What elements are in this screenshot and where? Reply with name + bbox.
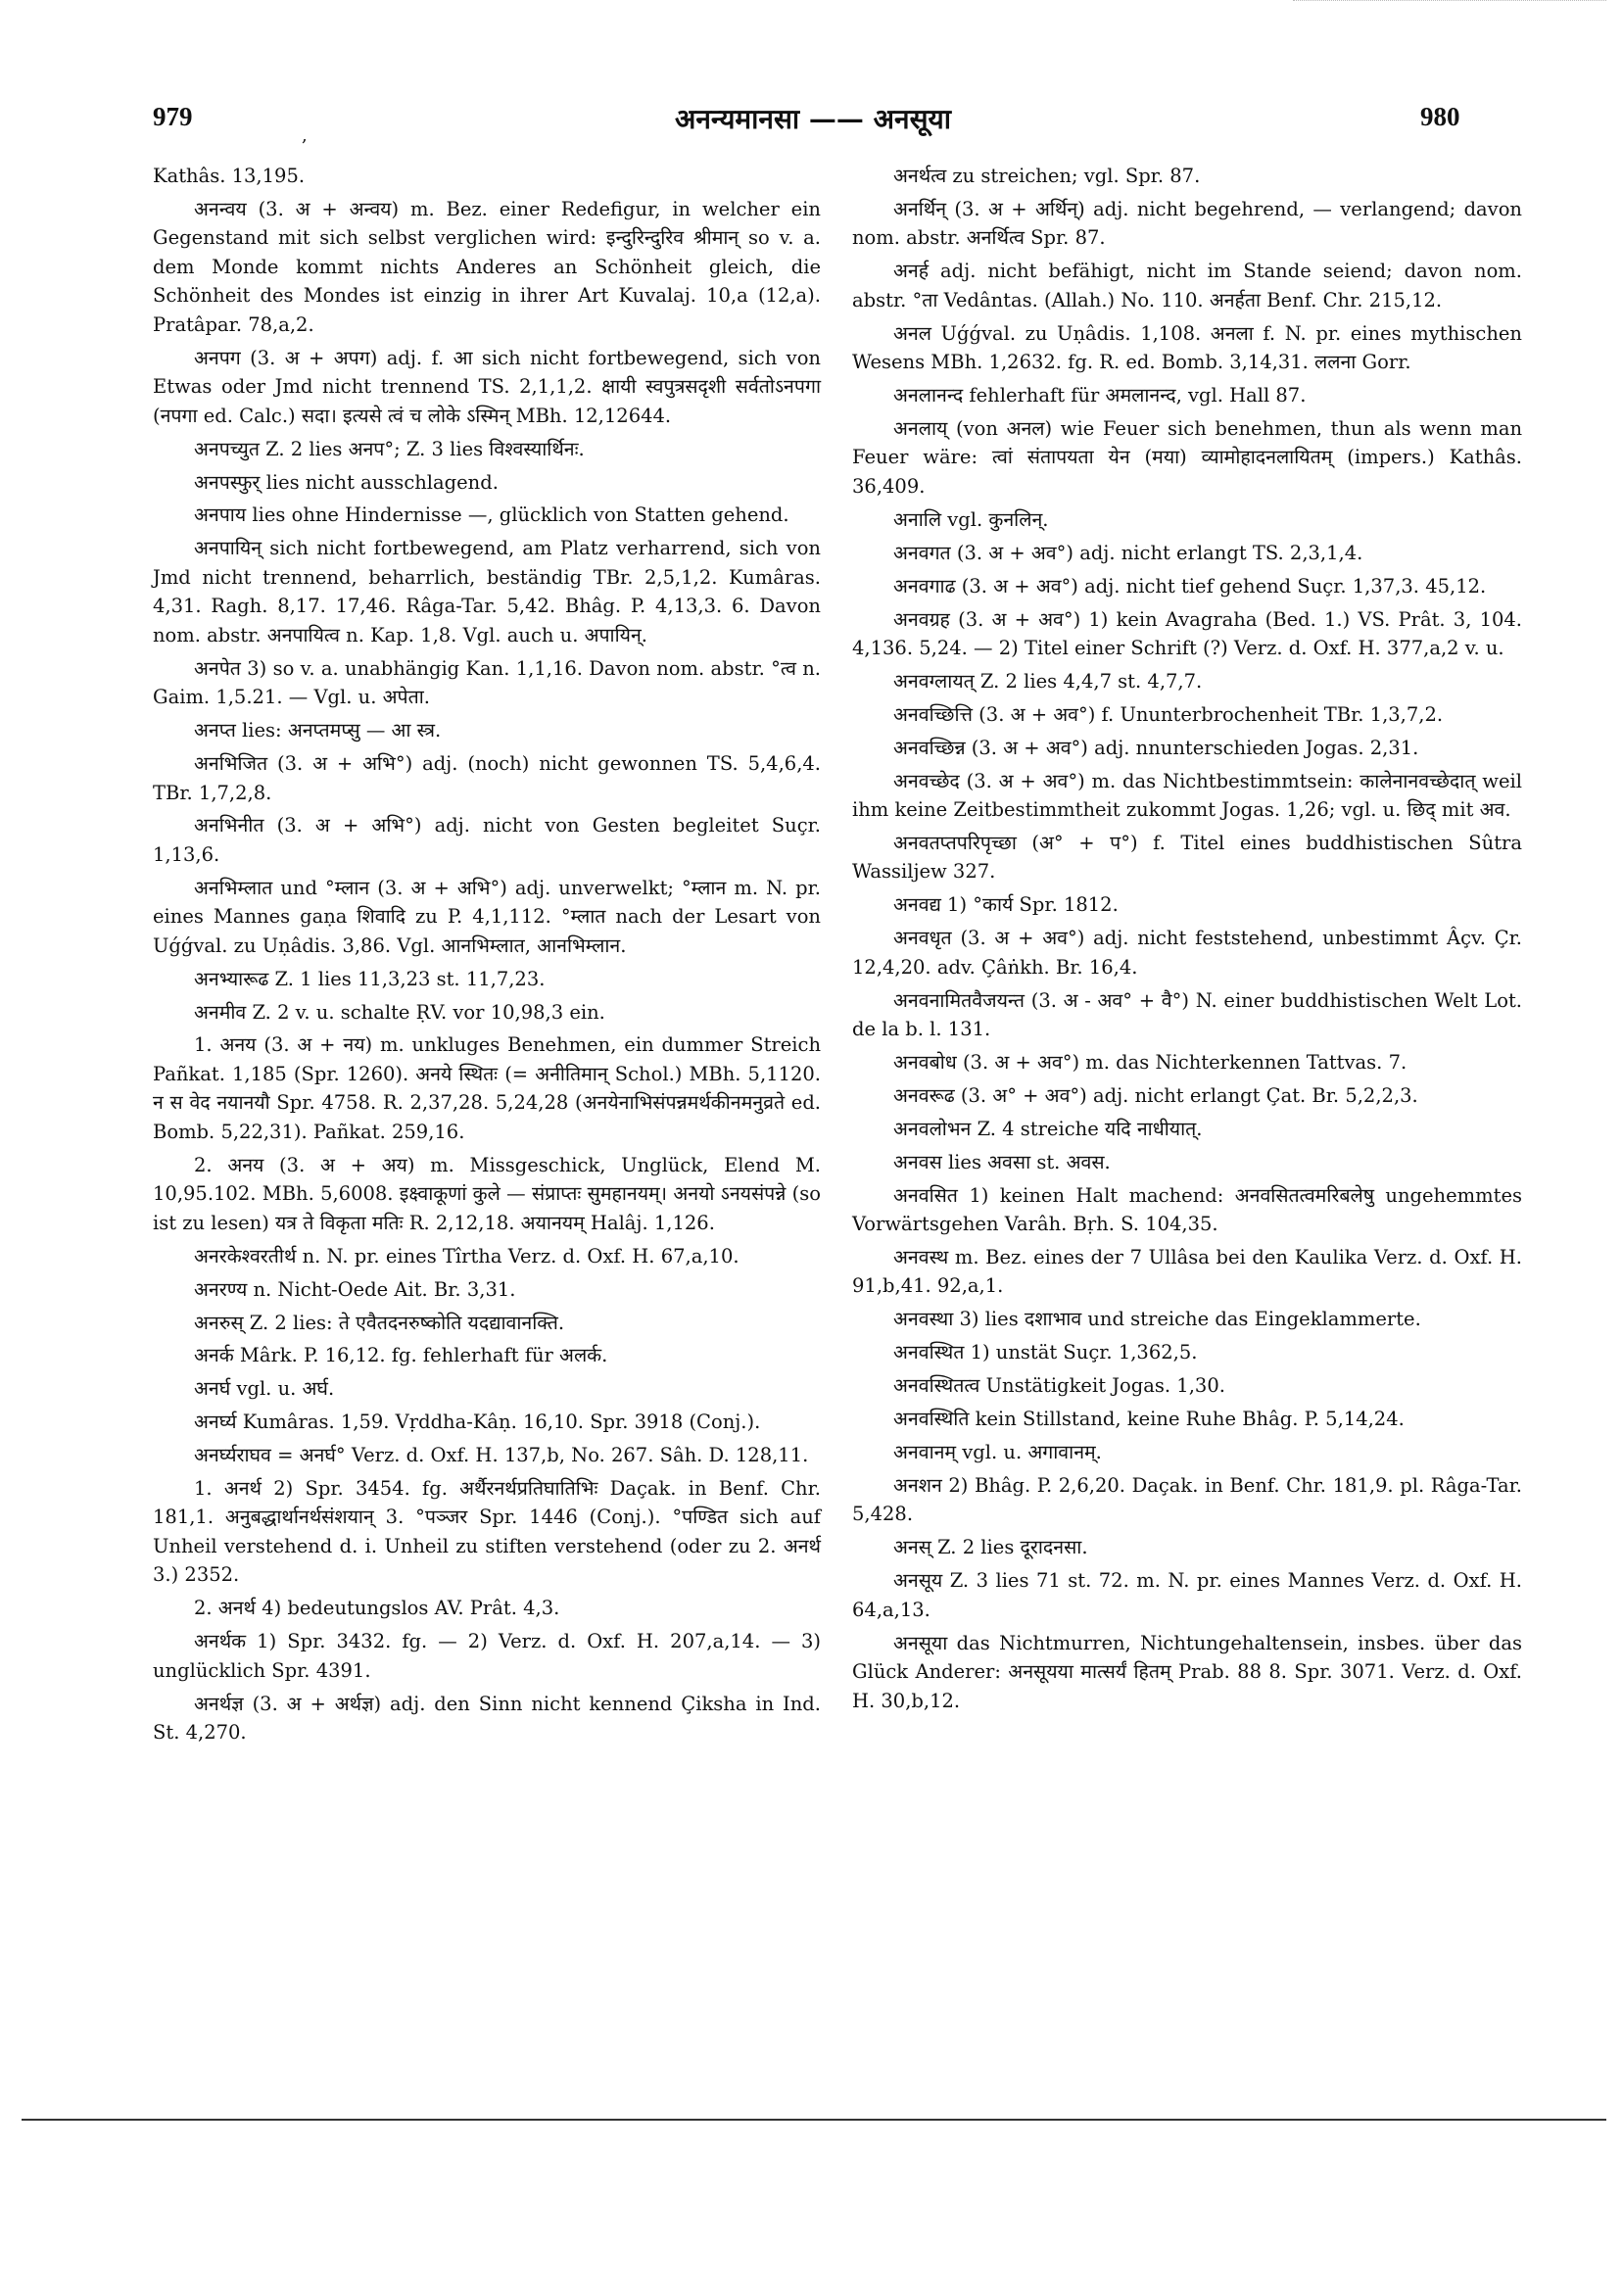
right-column [852,162,1522,1719]
dictionary-entry: 2. अनय (3. अ + अय) m. Missgeschick, Unglück, Elend M. 10,95.102. MBh. 5,6008. इक्ष्वाकूणां कुले — संप्राप्तः सुमहानयम्। अनयो ऽनयसंपन्ने (so ist zu lesen) यत्र ते विकृता मतिः R. 2,12,18. अयानयम् Halâj. 1,126. [153,1153,821,1234]
dictionary-entry: अनवस्थिति kein Stillstand, keine Ruhe Bhâg. P. 5,14,24. [893,1408,1405,1431]
dictionary-entry: अनवगत (3. अ + अव°) adj. nicht erlangt TS. 2,3,1,4. [893,541,1363,564]
dictionary-entry: अनपायिन् sich nicht fortbewegend, am Platz verharrend, sich von Jmd nicht trennend, beharrlich, beständig TBr. 2,5,1,2. Kumâras. 4,31. Ragh. 8,17. 17,46. Râga-Tar. 5,42. Bhâg. P. 4,13,3. 6. Davon nom. abstr. अनपायित्व n. Kap. 1,8. Vgl. auch u. अपायिन्. [153,537,821,646]
dictionary-entry: अनर्क Mârk. P. 16,12. fg. fehlerhaft für अलर्क. [194,1344,608,1367]
dictionary-entry: अनालि vgl. कुनलिन्. [893,507,1049,531]
dictionary-entry: अनवस्था 3) lies दशाभाव und streiche das Eingeklammerte. [893,1308,1421,1331]
dictionary-entry: 1. अनय (3. अ + नय) m. unkluges Benehmen, ein dummer Streich Pañkat. 1,185 (Spr. 1260). अनये स्थितः (= अनीतिमान् Schol.) MBh. 5,1120. न स वेद नयानयौ Spr. 4758. R. 2,37,28. 5,24,28 (अनयेनाभिसंपन्नमर्थकीनमनुव्रते ed. Bomb. 5,22,31). Pañkat. 259,16. [153,1033,821,1143]
dictionary-entry: अनरण्य n. Nicht-Oede Ait. Br. 3,31. [194,1277,516,1301]
dictionary-entry: अनपाय lies ohne Hindernisse —, glücklich von Statten gehend. [194,503,789,527]
dictionary-entry: अनवरूढ (3. अ° + अव°) adj. nicht erlangt Çat. Br. 5,2,2,3. [893,1083,1418,1107]
dictionary-entry: अनवग्लायत् Z. 2 lies 4,4,7 st. 4,7,7. [893,669,1203,693]
dictionary-entry: अनर्ह adj. nicht befähigt, nicht im Stande seiend; davon nom. abstr. °ता Vedântas. (Allah.) No. 110. अनर्हता Benf. Chr. 215,12. [852,260,1522,311]
dictionary-entry: अनर्घ्य Kumâras. 1,59. Vṛddha-Kâṇ. 16,10. Spr. 3918 (Conj.). [194,1411,761,1434]
page-number-right: 980 [1420,102,1460,131]
dictionary-entry: अनवस्थ m. Bez. eines der 7 Ullâsa bei den Kaulika Verz. d. Oxf. H. 91,b,41. 92,a,1. [852,1245,1522,1298]
running-header: अनन्यमानसा —— अनसूया [675,103,951,135]
dictionary-entry: अनसूया das Nichtmurren, Nichtungehaltensein, insbes. über das Glück Anderer: अनसूयया मात्सर्यं हितम् Prab. 88 8. Spr. 3071. Verz. d. Oxf. H. 30,b,12. [852,1631,1522,1712]
dictionary-entry: अनभिजित (3. अ + अभि°) adj. (noch) nicht gewonnen TS. 5,4,6,4. TBr. 1,7,2,8. [153,752,821,804]
dictionary-entry: अनलानन्द fehlerhaft für अमलानन्द, vgl. Hall 87. [893,384,1307,407]
dictionary-entry: अनवसित 1) keinen Halt machend: अनवसितत्वमरिबलेषु ungehemmtes Vorwärtsgehen Varâh. Bṛh. S. 104,35. [852,1183,1522,1236]
dictionary-entry: अनर्थज्ञ (3. अ + अर्थज्ञ) adj. den Sinn nicht kennend Çiksha in Ind. St. 4,270. [153,1692,821,1745]
left-column [153,162,821,1751]
dictionary-entry: अनवलोभन Z. 4 streiche यदि नाधीयात्. [893,1117,1203,1140]
dictionary-entry: अनल Uǵǵval. zu Uṇâdis. 1,108. अनला f. N. pr. eines mythischen Wesens MBh. 1,2632. fg. R. ed. Bomb. 3,14,31. ललना Gorr. [852,321,1522,374]
dictionary-entry: अनसूय Z. 3 lies 71 st. 72. m. N. pr. eines Mannes Verz. d. Oxf. H. 64,a,13. [852,1569,1522,1621]
dictionary-entry: अनवतप्तपरिपृच्छा (अ° + प°) f. Titel eines buddhistischen Sûtra Wassiljew 327. [852,831,1522,884]
dictionary-entry: अनवग्रह (3. अ + अव°) 1) kein Avagraha (Bed. 1.) VS. Prât. 3, 104. 4,136. 5,24. — 2) Titel einer Schrift (?) Verz. d. Oxf. H. 377,a,2 v. u. [852,607,1522,660]
dictionary-entry: अनवधृत (3. अ + अव°) adj. nicht feststehend, unbestimmt Âçv. Çr. 12,4,20. adv. Çâṅkh. Br. 16,4. [852,927,1522,979]
dictionary-entry: अनपेत 3) so v. a. unabhängig Kan. 1,1,16. Davon nom. abstr. °त्व n. Gaim. 1,5.21. — Vgl. u. अपेता. [153,656,821,709]
dictionary-entry: अनवस lies अवसा st. अवस. [893,1150,1111,1173]
dictionary-entry: अनवगाढ (3. अ + अव°) adj. nicht tief gehend Suçr. 1,37,3. 45,12. [893,574,1487,598]
dictionary-entry: अनवस्थितत्व Unstätigkeit Jogas. 1,30. [893,1374,1225,1398]
dictionary-entry: अनर्थत्व zu streichen; vgl. Spr. 87. [893,165,1201,187]
dictionary-entry: अनर्थिन् (3. अ + अर्थिन्) adj. nicht begehrend, — verlangend; davon nom. abstr. अनर्थित्व Spr. 87. [852,197,1522,250]
dictionary-entry: अनभिम्लात und °म्लान (3. अ + अभि°) adj. unverwelkt; °म्लान m. N. pr. eines Mannes gaṇa शिवादि zu P. 4,1,112. °म्लात nach der Lesart von Uǵǵval. zu Uṇâdis. 3,86. Vgl. आनभिम्लात, आनभिम्लान. [153,876,821,957]
dictionary-entry: अनरुस् Z. 2 lies: ते एवैतदनरुष्कोति यदद्यावानक्ति. [194,1311,565,1334]
dictionary-entry: अनवच्छित्ति (3. अ + अव°) f. Ununterbrochenheit TBr. 1,3,7,2. [893,702,1444,726]
dictionary-entry: अनवच्छेद (3. अ + अव°) m. das Nichtbestimmtsein: कालेनानवच्छेदात् weil ihm keine Zeitbestimmtheit zukommt Jogas. 1,26; vgl. u. छिद् mit अव. [852,769,1522,822]
dictionary-entry: Kathâs. 13,195. [153,165,306,187]
dictionary-entry: अनवच्छिन्न (3. अ + अव°) adj. nnunterschieden Jogas. 2,31. [893,736,1419,759]
dictionary-entry: अनलाय् (von अनल) wie Feuer sich benehmen, thun als wenn man Feuer wäre: त्वां संतापयता येन (मया) व्यामोहादनलायितम् (impers.) Kathâs. 36,409. [852,416,1522,498]
dictionary-entry: अनपस्फुर् lies nicht ausschlagend. [194,470,499,494]
dictionary-entry: अनपच्युत Z. 2 lies अनप°; Z. 3 lies विश्वस्यार्थिनः. [194,437,585,460]
dictionary-entry: अनमीव Z. 2 v. u. schalte ṚV. vor 10,98,3 ein. [194,1000,605,1024]
dictionary-entry: अनस् Z. 2 lies दूरादनसा. [893,1536,1088,1559]
dictionary-entry: अनर्घ vgl. u. अर्घ. [194,1377,335,1401]
dictionary-entry: 2. अनर्थ 4) bedeutungslos AV. Prât. 4,3. [194,1597,560,1620]
scan-edge-marks [1293,0,1606,15]
stray-mark: , [302,125,308,146]
dictionary-entry: अनशन 2) Bhâg. P. 2,6,20. Daçak. in Benf. Chr. 181,9. pl. Râga-Tar. 5,428. [852,1473,1522,1526]
dictionary-entry: अनवबोध (3. अ + अव°) m. das Nichterkennen Tattvas. 7. [893,1051,1407,1075]
dictionary-entry: अनर्थक 1) Spr. 3432. fg. — 2) Verz. d. Oxf. H. 207,a,14. — 3) unglücklich Spr. 4391. [153,1630,821,1682]
dictionary-entry: अनवनामितवैजयन्त (3. अ - अव° + वै°) N. einer buddhistischen Welt Lot. de la b. l. 131. [852,988,1522,1041]
page-number-left: 979 [153,102,193,131]
dictionary-entry: अनभिनीत (3. अ + अभि°) adj. nicht von Gesten begleitet Suçr. 1,13,6. [153,814,821,866]
dictionary-entry: अनभ्यारूढ Z. 1 lies 11,3,23 st. 11,7,23. [194,967,546,990]
dictionary-entry: अनपग (3. अ + अपग) adj. f. आ sich nicht fortbewegend, sich von Etwas oder Jmd nicht trennend TS. 2,1,1,2. क्षायी स्वपुत्रसदृशी सर्वतोऽनपगा (नपगा ed. Calc.) सदा। इत्यसे त्वं च लोके ऽस्मिन् MBh. 12,12644. [153,346,821,427]
dictionary-entry: अनर्घ्यराघव = अनर्घ° Verz. d. Oxf. H. 137,b, No. 267. Sâh. D. 128,11. [194,1444,809,1467]
dictionary-entry: 1. अनर्थ 2) Spr. 3454. fg. अर्थैरनर्थप्रतिघातिभिः Daçak. in Benf. Chr. 181,1. अनुबद्धार्थानर्थसंशयान् 3. °पञ्जर Spr. 1446 (Conj.). °पण्डित sich auf Unheil verstehend d. i. Unheil zu stiften verstehend (oder zu 2. अनर्थ 3.) 2352. [153,1476,821,1587]
dictionary-entry: अनवद्य 1) °कार्य Spr. 1812. [893,893,1119,917]
dictionary-entry: अनवानम् vgl. u. अगावानम्. [893,1440,1102,1463]
dictionary-entry: अनवस्थित 1) unstät Suçr. 1,362,5. [893,1341,1198,1364]
dictionary-entry: अनरकेश्वरतीर्थ n. N. pr. eines Tîrtha Verz. d. Oxf. H. 67,a,10. [194,1244,739,1268]
bottom-rule [22,2119,1606,2121]
dictionary-entry: अनप्त lies: अनप्तमप्सु — आ स्त्र. [194,719,442,742]
dictionary-entry: अनन्वय (3. अ + अन्वय) m. Bez. einer Redefigur, in welcher ein Gegenstand mit sich selbst verglichen wird: इन्दुरिन्दुरिव श्रीमान् so v. a. dem Monde kommt nichts Anderes an Schönheit gleich, die Schönheit des Mondes ist einzig in ihrer Art Kuvalaj. 10,a (12,a). Pratâpar. 78,a,2. [153,197,821,336]
